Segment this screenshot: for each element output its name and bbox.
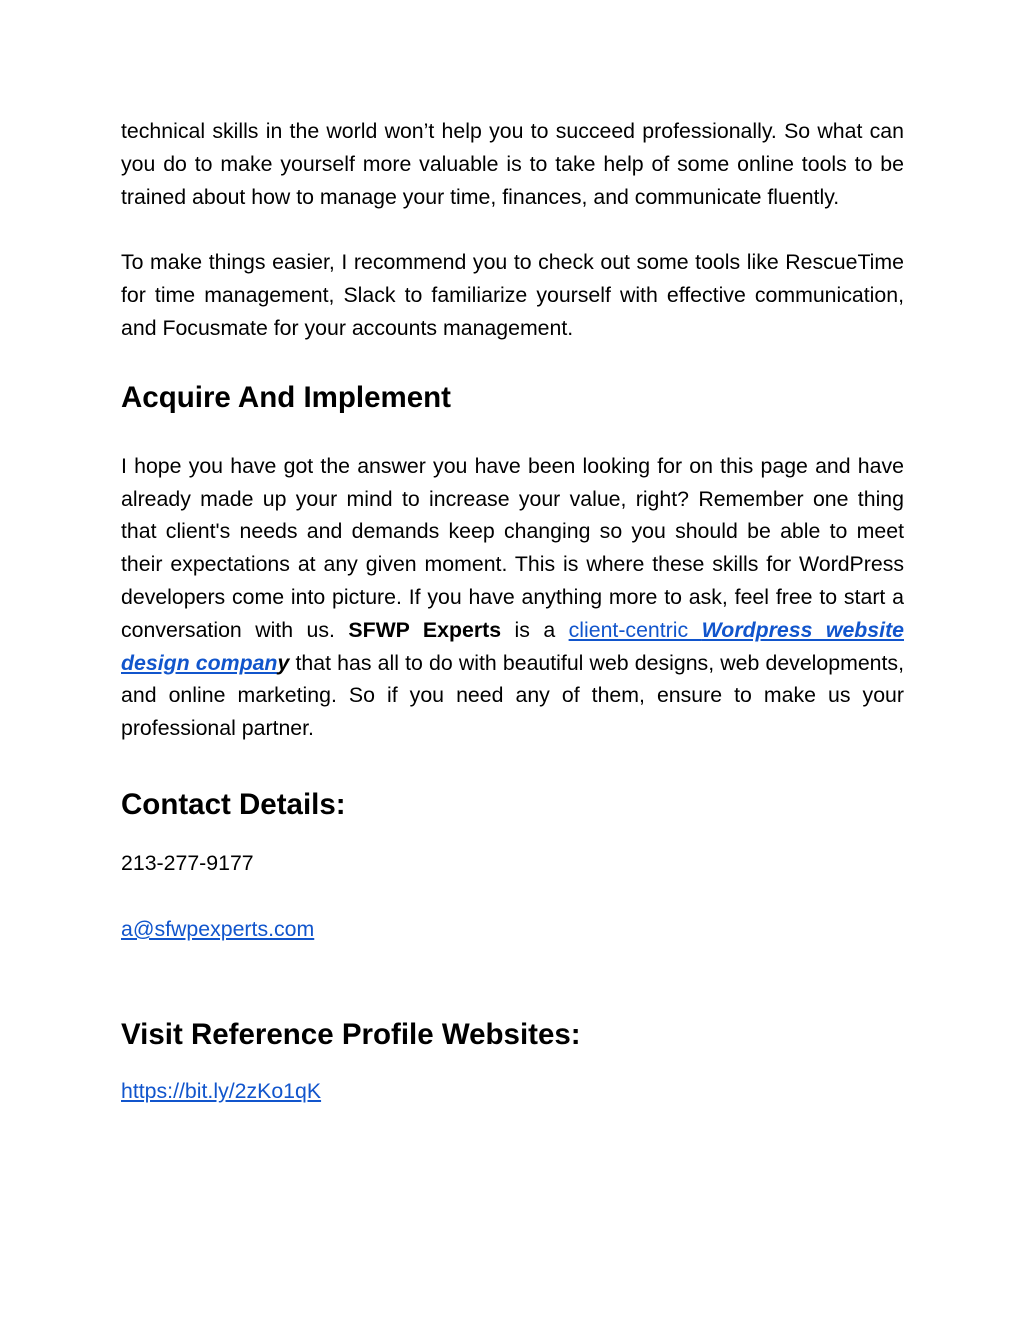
heading-contact-details: Contact Details: <box>121 787 346 821</box>
acquire-text-after: that has all to do with beautiful web designs, web developments, and online marketing. So if you need any of them, ensure to make us your professional partner. <box>121 650 905 741</box>
spacer <box>121 823 904 847</box>
company-link-tail: y <box>277 650 290 675</box>
spacer <box>121 946 904 1017</box>
spacer <box>121 745 904 787</box>
spacer <box>121 213 904 246</box>
spacer <box>121 880 904 913</box>
company-link-bold: Wordpress website design compan <box>121 617 904 675</box>
contact-phone: 213-277-9177 <box>121 850 254 875</box>
contact-email-line <box>121 913 904 946</box>
document-page <box>121 115 904 1107</box>
heading-acquire-and-implement: Acquire And Implement <box>121 380 452 414</box>
heading-reference-websites: Visit Reference Profile Websites: <box>121 1017 581 1051</box>
company-link-prefix: client-centric <box>568 617 702 642</box>
paragraph-acquire <box>121 450 904 745</box>
paragraph-tools-recommendation: To make things easier, I recommend you to check out some tools like RescueTime for time management, Slack to familiarize yourself with effective communication, and Focusmate for your accounts management. <box>121 250 904 340</box>
acquire-text-before: I hope you have got the answer you have been looking for on this page and have already made up your mind to increase your value, right? Remember one thing that client's needs and demands keep changing so you should be able to meet their expectations at any given moment. This is where these skills for WordPress developers come into picture. If you have anything more to ask, feel free to start a conversation with us. <box>121 453 904 642</box>
spacer <box>121 416 904 450</box>
spacer <box>121 1053 904 1075</box>
acquire-text-is-a: is a <box>501 617 569 642</box>
reference-url-line <box>121 1075 904 1108</box>
contact-email-link[interactable]: a@sfwpexperts.com <box>121 916 315 941</box>
reference-url-link[interactable]: https://bit.ly/2zKo1qK <box>121 1078 322 1103</box>
paragraph-technical-skills: technical skills in the world won’t help you to succeed professionally. So what can you do to make yourself more valuable is to take help of some online tools to be trained about how to manage your time, finances, and communicate fluently. <box>121 119 904 209</box>
spacer <box>121 345 904 380</box>
brand-name: SFWP Experts <box>348 617 502 642</box>
